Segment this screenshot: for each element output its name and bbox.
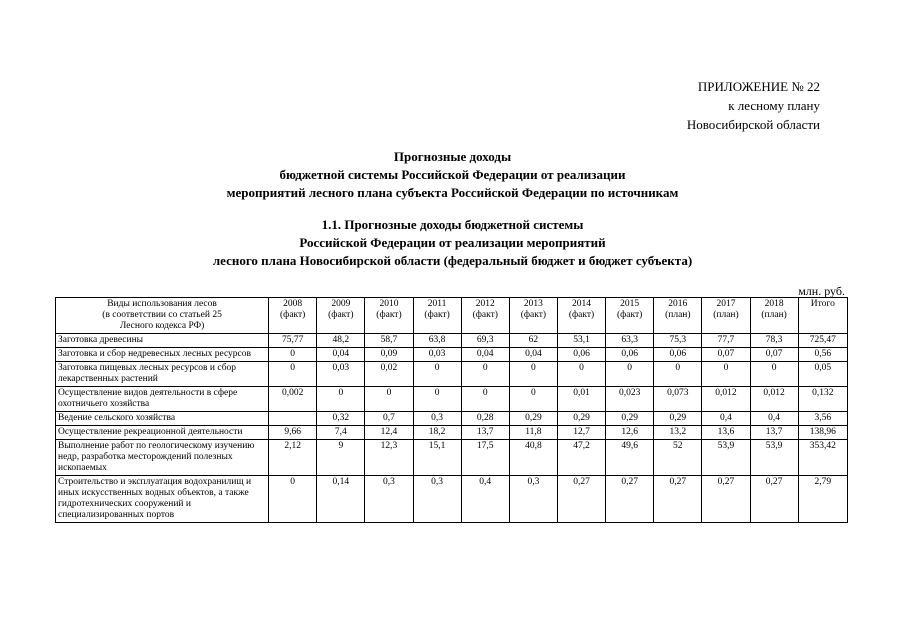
table-row: [56, 387, 848, 412]
section-title-line-2: Российской Федерации от реализации мероприятий: [299, 235, 606, 250]
cell-total: 3,56: [798, 412, 847, 426]
header-year-kind: (факт): [616, 310, 643, 320]
header-forest-use-line: Виды использования лесов: [107, 299, 217, 309]
header-year-2013: [509, 298, 557, 334]
cell-value-2014: 0,06: [557, 348, 605, 362]
cell-value-2008: 75,77: [269, 334, 317, 348]
cell-value-2015: 0,29: [606, 412, 654, 426]
row-label: Осуществление рекреационной деятельности: [56, 426, 269, 440]
section-title-line-3: лесного плана Новосибирской области (федеральный бюджет и бюджет субъекта): [212, 253, 693, 268]
header-year-2008: [269, 298, 317, 334]
header-forest-use: [56, 298, 269, 334]
table-header-row: [56, 298, 848, 334]
cell-value-2012: 13,7: [461, 426, 509, 440]
cell-value-2010: 12,4: [365, 426, 413, 440]
cell-value-2016: 0,27: [654, 476, 702, 523]
header-year-label: 2016: [668, 299, 688, 309]
table-row: [56, 440, 848, 476]
cell-value-2010: 0,09: [365, 348, 413, 362]
header-year-2015: [606, 298, 654, 334]
cell-value-2010: 0: [365, 387, 413, 412]
header-year-kind: (факт): [520, 310, 547, 320]
table-body: [56, 334, 848, 523]
unit-label: млн. руб.: [798, 284, 845, 298]
header-year-2009: [317, 298, 365, 334]
header-year-2018: [750, 298, 798, 334]
header-year-label: 2008: [283, 299, 303, 309]
header-year-label: 2015: [620, 299, 640, 309]
cell-value-2013: 0,3: [509, 476, 557, 523]
title-line-3: мероприятий лесного плана субъекта Российской Федерации по источникам: [226, 185, 679, 200]
header-year-2014: [557, 298, 605, 334]
header-year-label: 2012: [475, 299, 495, 309]
cell-value-2017: 0,07: [702, 348, 750, 362]
row-label: Выполнение работ по геологическому изучению недр, разработка месторождений полезных ископаемых: [56, 440, 269, 476]
cell-value-2008: 0,002: [269, 387, 317, 412]
cell-value-2011: 18,2: [413, 426, 461, 440]
cell-value-2013: 11,8: [509, 426, 557, 440]
cell-value-2013: 0,04: [509, 348, 557, 362]
cell-value-2010: 0,7: [365, 412, 413, 426]
cell-total: 2,79: [798, 476, 847, 523]
table-row: [56, 412, 848, 426]
cell-value-2009: 48,2: [317, 334, 365, 348]
cell-value-2012: 0,4: [461, 476, 509, 523]
header-year-label: 2014: [572, 299, 592, 309]
cell-value-2016: 75,3: [654, 334, 702, 348]
cell-value-2012: 0,28: [461, 412, 509, 426]
cell-value-2011: 63,8: [413, 334, 461, 348]
header-forest-use-line: (в соответствии со статьей 25: [102, 310, 222, 320]
cell-value-2016: 0,06: [654, 348, 702, 362]
cell-value-2017: 77,7: [702, 334, 750, 348]
cell-value-2017: 0,27: [702, 476, 750, 523]
header-year-kind: (факт): [424, 310, 450, 320]
cell-value-2009: 0,04: [317, 348, 365, 362]
cell-value-2008: 0: [269, 476, 317, 523]
cell-total: 725,47: [798, 334, 847, 348]
cell-value-2011: 0: [413, 362, 461, 387]
header-year-label: 2009: [331, 299, 351, 309]
header-forest-use-line: Лесного кодекса РФ): [119, 321, 205, 331]
cell-value-2012: 0: [461, 387, 509, 412]
cell-value-2014: 53,1: [557, 334, 605, 348]
header-year-2011: [413, 298, 461, 334]
cell-value-2014: 0,29: [557, 412, 605, 426]
cell-value-2018: 78,3: [750, 334, 798, 348]
table-row: [56, 426, 848, 440]
header-year-kind: (факт): [376, 310, 402, 320]
cell-value-2016: 0: [654, 362, 702, 387]
cell-value-2016: 13,2: [654, 426, 702, 440]
cell-value-2014: 0,01: [557, 387, 605, 412]
document-title: [0, 148, 905, 202]
cell-value-2008: 9,66: [269, 426, 317, 440]
cell-value-2018: 0: [750, 362, 798, 387]
cell-value-2018: 0,27: [750, 476, 798, 523]
cell-total: 0,05: [798, 362, 847, 387]
cell-value-2015: 12,6: [606, 426, 654, 440]
cell-value-2009: 9: [317, 440, 365, 476]
cell-value-2016: 0,29: [654, 412, 702, 426]
row-label: Заготовка древесины: [56, 334, 269, 348]
cell-value-2014: 0: [557, 362, 605, 387]
row-label: Строительство и эксплуатация водохранилищ и иных искусственных водных объектов, а также гидротехнических сооружений и специализированных портов: [56, 476, 269, 523]
cell-value-2010: 0,02: [365, 362, 413, 387]
cell-value-2008: 0: [269, 362, 317, 387]
cell-value-2015: 0,06: [606, 348, 654, 362]
appendix-region: Новосибирской области: [686, 117, 820, 132]
cell-value-2013: 62: [509, 334, 557, 348]
table-row: [56, 334, 848, 348]
cell-value-2018: 0,07: [750, 348, 798, 362]
title-line-1: Прогнозные доходы: [393, 149, 512, 164]
cell-value-2009: 0: [317, 387, 365, 412]
header-year-2017: [702, 298, 750, 334]
cell-value-2011: 0: [413, 387, 461, 412]
cell-value-2018: 53,9: [750, 440, 798, 476]
header-year-label: 2017: [716, 299, 736, 309]
cell-value-2009: 0,32: [317, 412, 365, 426]
header-year-kind: (план): [761, 310, 787, 320]
cell-value-2012: 17,5: [461, 440, 509, 476]
cell-value-2011: 15,1: [413, 440, 461, 476]
header-year-2012: [461, 298, 509, 334]
cell-value-2015: 0,023: [606, 387, 654, 412]
cell-value-2008: 0: [269, 348, 317, 362]
header-year-label: 2010: [379, 299, 399, 309]
cell-value-2018: 13,7: [750, 426, 798, 440]
table-row: [56, 348, 848, 362]
row-label: Заготовка пищевых лесных ресурсов и сбор лекарственных растений: [56, 362, 269, 387]
cell-total: 0,132: [798, 387, 847, 412]
cell-value-2017: 0,4: [702, 412, 750, 426]
appendix-header: [687, 77, 820, 134]
cell-value-2011: 0,3: [413, 412, 461, 426]
cell-value-2016: 52: [654, 440, 702, 476]
table-row: [56, 476, 848, 523]
cell-value-2008: [269, 412, 317, 426]
appendix-number: ПРИЛОЖЕНИЕ № 22: [697, 79, 820, 94]
cell-value-2010: 58,7: [365, 334, 413, 348]
header-year-kind: (факт): [472, 310, 498, 320]
section-title-line-1: 1.1. Прогнозные доходы бюджетной системы: [321, 217, 584, 232]
appendix-reference: к лесному плану: [728, 98, 820, 113]
cell-value-2009: 7,4: [317, 426, 365, 440]
cell-value-2013: 0: [509, 362, 557, 387]
cell-value-2013: 0,29: [509, 412, 557, 426]
cell-value-2016: 0,073: [654, 387, 702, 412]
header-year-kind: (факт): [328, 310, 354, 320]
header-year-label: 2011: [427, 299, 447, 309]
row-label: Заготовка и сбор недревесных лесных ресурсов: [56, 348, 269, 362]
cell-value-2013: 0: [509, 387, 557, 412]
header-year-kind: (план): [713, 310, 739, 320]
revenue-table: [55, 297, 848, 523]
cell-value-2015: 63,3: [606, 334, 654, 348]
cell-value-2017: 0: [702, 362, 750, 387]
cell-value-2018: 0,012: [750, 387, 798, 412]
cell-value-2012: 0,04: [461, 348, 509, 362]
cell-value-2010: 12,3: [365, 440, 413, 476]
cell-value-2017: 13,6: [702, 426, 750, 440]
cell-total: 138,96: [798, 426, 847, 440]
cell-value-2009: 0,03: [317, 362, 365, 387]
cell-value-2011: 0,3: [413, 476, 461, 523]
header-year-label: 2013: [523, 299, 543, 309]
header-total: Итого: [798, 298, 847, 334]
cell-value-2014: 0,27: [557, 476, 605, 523]
cell-value-2017: 53,9: [702, 440, 750, 476]
cell-total: 0,56: [798, 348, 847, 362]
cell-value-2015: 0,27: [606, 476, 654, 523]
cell-value-2015: 0: [606, 362, 654, 387]
table-row: [56, 362, 848, 387]
header-year-2016: [654, 298, 702, 334]
cell-value-2009: 0,14: [317, 476, 365, 523]
cell-value-2011: 0,03: [413, 348, 461, 362]
header-year-2010: [365, 298, 413, 334]
section-title: [0, 216, 905, 270]
cell-value-2013: 40,8: [509, 440, 557, 476]
cell-value-2018: 0,4: [750, 412, 798, 426]
header-year-kind: (факт): [280, 310, 306, 320]
row-label: Осуществление видов деятельности в сфере охотничьего хозяйства: [56, 387, 269, 412]
title-line-2: бюджетной системы Российской Федерации от реализации: [279, 167, 626, 182]
cell-value-2015: 49,6: [606, 440, 654, 476]
row-label: Ведение сельского хозяйства: [56, 412, 269, 426]
cell-value-2012: 69,3: [461, 334, 509, 348]
cell-value-2008: 2,12: [269, 440, 317, 476]
header-year-label: 2018: [764, 299, 784, 309]
cell-value-2014: 12,7: [557, 426, 605, 440]
cell-value-2012: 0: [461, 362, 509, 387]
cell-value-2010: 0,3: [365, 476, 413, 523]
cell-total: 353,42: [798, 440, 847, 476]
cell-value-2014: 47,2: [557, 440, 605, 476]
header-year-kind: (факт): [568, 310, 595, 320]
header-year-kind: (план): [665, 310, 691, 320]
cell-value-2017: 0,012: [702, 387, 750, 412]
